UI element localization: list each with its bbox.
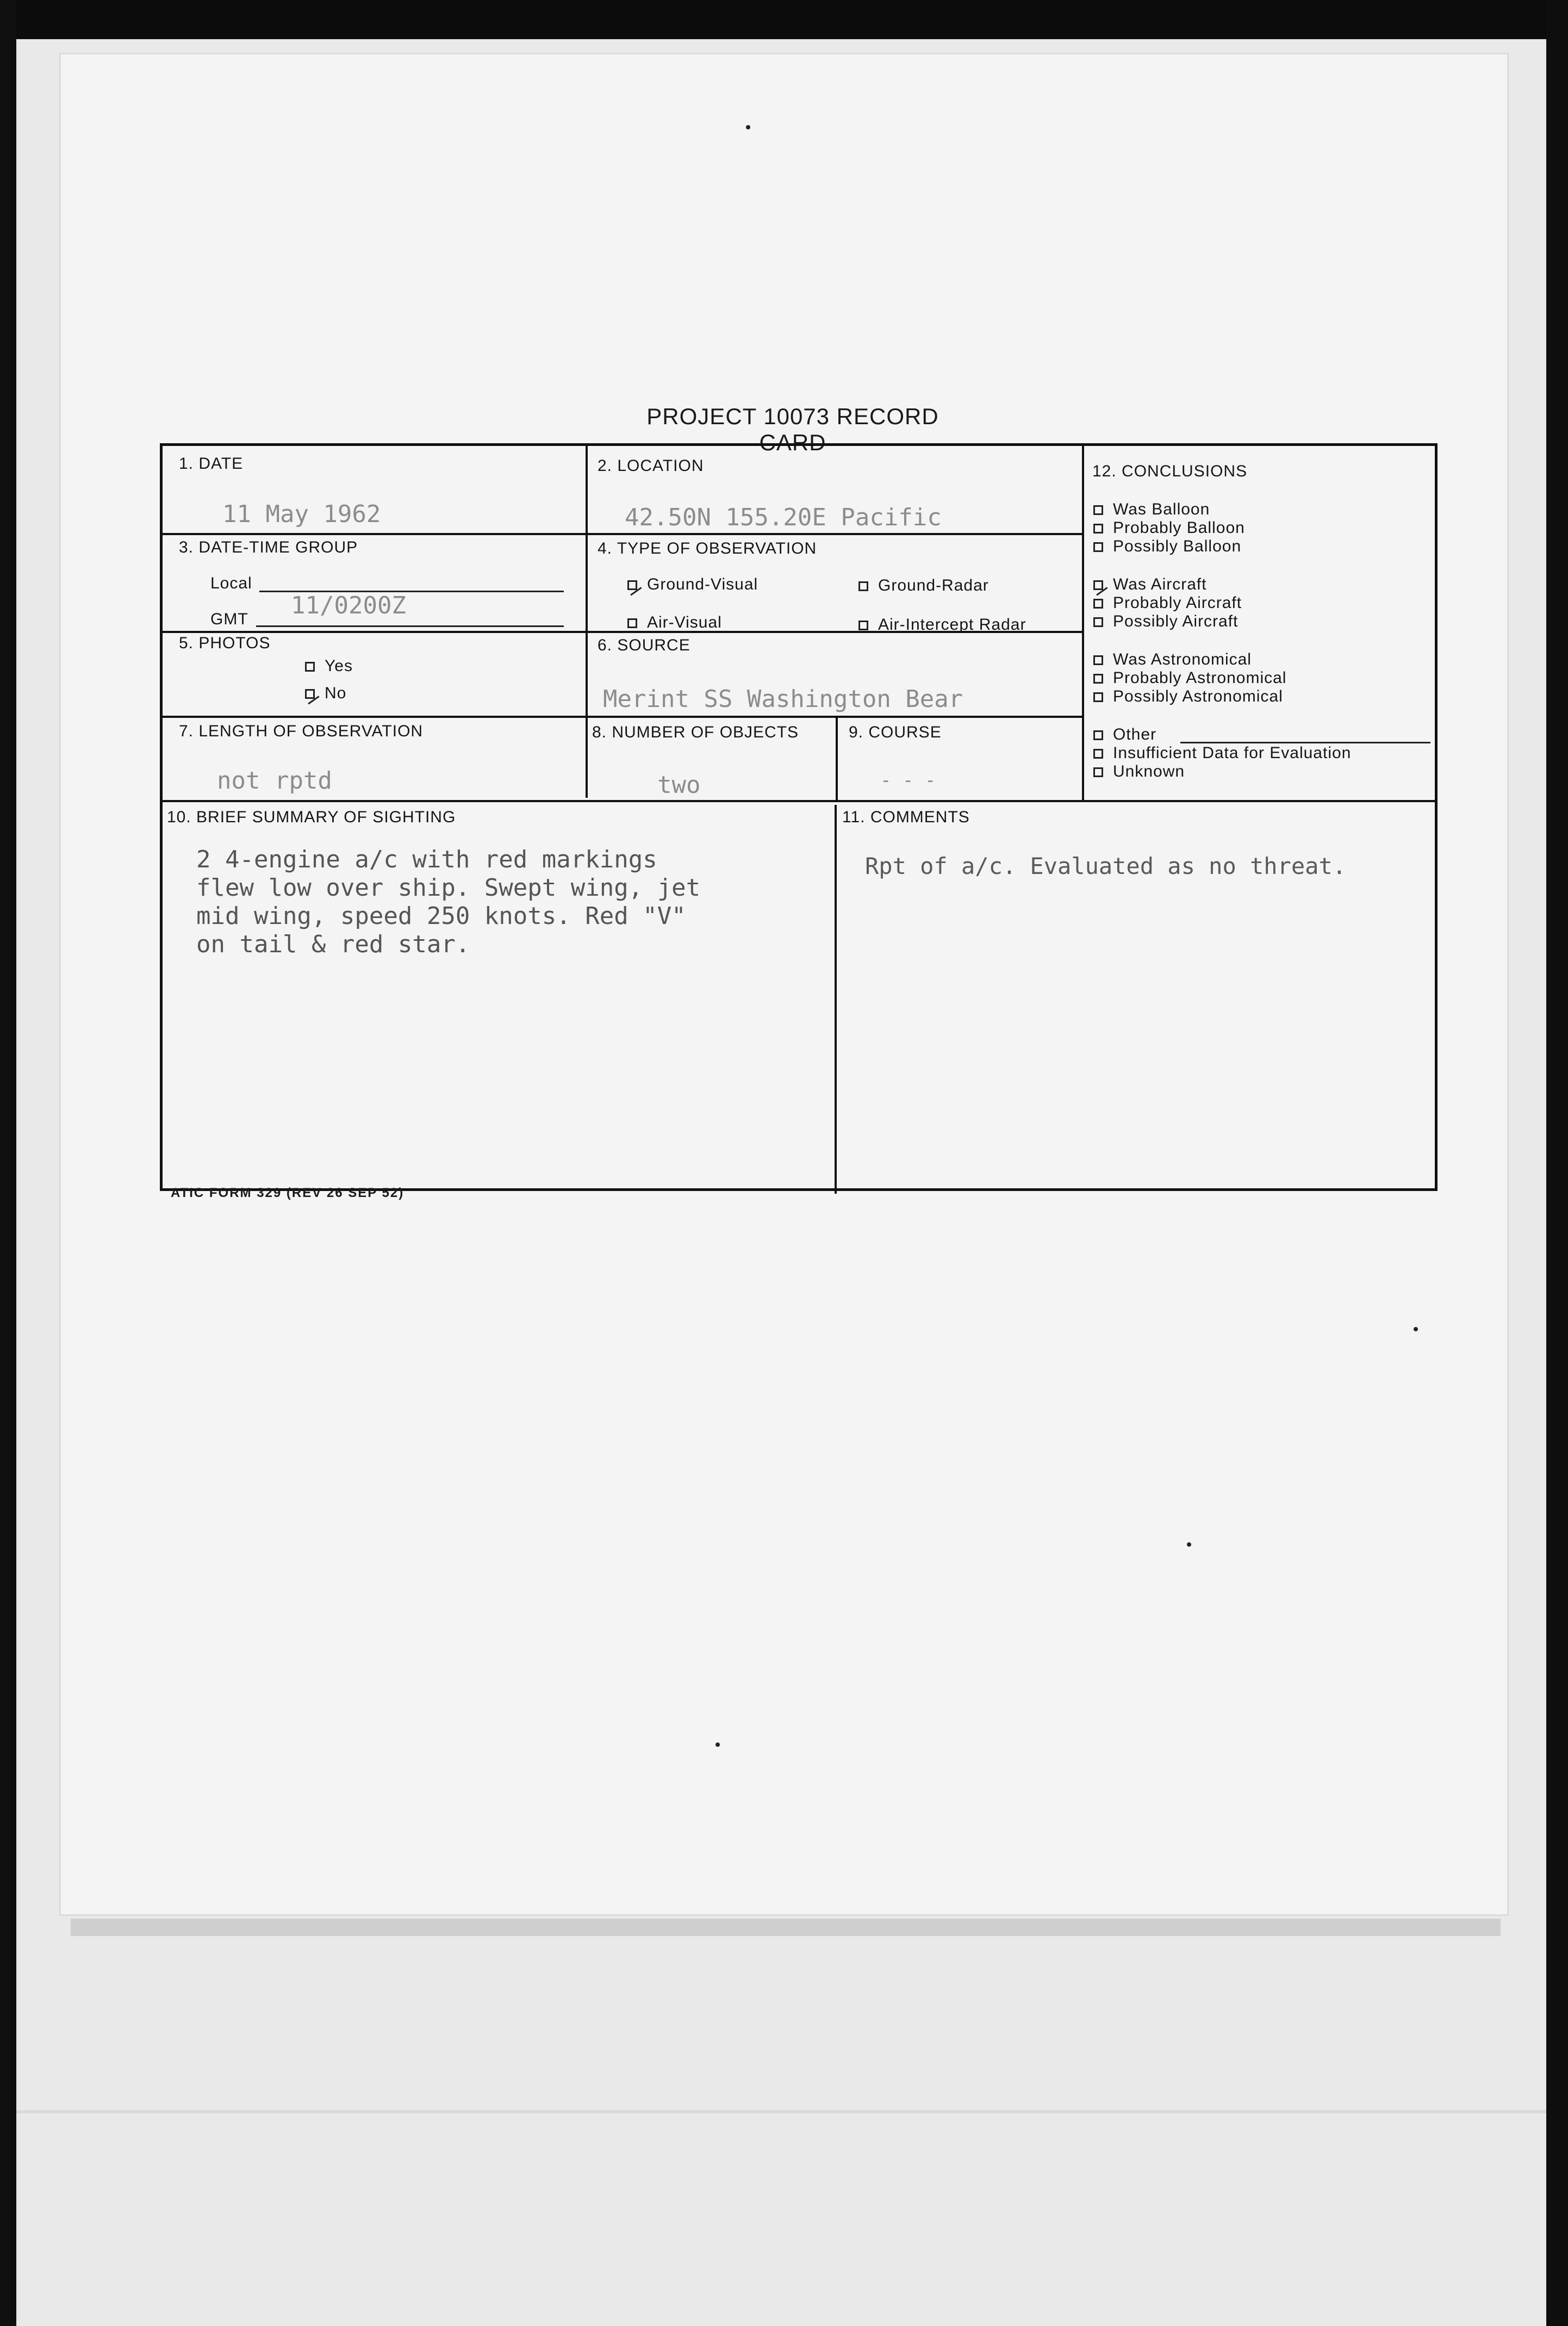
dust-speck	[1187, 1542, 1191, 1547]
comments-label: 11. COMMENTS	[842, 808, 970, 826]
source-label: 6. SOURCE	[598, 636, 690, 654]
dust-speck	[746, 125, 750, 129]
conclusion-unknown: Unknown	[1093, 762, 1185, 781]
divider	[163, 533, 1082, 535]
course-value: - - -	[880, 770, 936, 791]
option-air-intercept-radar: Air-Intercept Radar	[858, 616, 1026, 634]
conclusion-probably-aircraft: Probably Aircraft	[1093, 594, 1242, 612]
course-label: 9. COURSE	[849, 723, 942, 741]
form-identifier: ATIC FORM 329 (REV 26 SEP 52)	[171, 1186, 405, 1200]
card-title: PROJECT 10073 RECORD CARD	[646, 404, 939, 455]
checkbox	[1093, 542, 1103, 552]
checkbox	[1093, 749, 1103, 759]
gmt-underline	[256, 625, 564, 627]
film-edge-top	[0, 0, 1568, 39]
local-label: Local	[210, 574, 252, 592]
conclusion-insufficient-data: Insufficient Data for Evaluation	[1093, 744, 1351, 762]
paper-shadow	[71, 1919, 1501, 1936]
film-edge-left	[0, 0, 16, 2326]
option-ground-radar: Ground-Radar	[858, 576, 989, 595]
film-stripe	[16, 2110, 1546, 2113]
conclusions-list	[1093, 500, 1430, 794]
checkbox	[1093, 767, 1103, 777]
option-air-visual: Air-Visual	[627, 613, 722, 632]
checkbox	[858, 581, 868, 591]
checkbox	[1093, 655, 1103, 665]
record-card	[160, 443, 1438, 1191]
conclusion-probably-balloon: Probably Balloon	[1093, 519, 1245, 537]
conclusion-possibly-aircraft: Possibly Aircraft	[1093, 612, 1238, 631]
film-edge-right	[1546, 0, 1568, 2326]
conclusion-possibly-astronomical: Possibly Astronomical	[1093, 687, 1283, 706]
summary-line: 2 4-engine a/c with red markings	[196, 846, 657, 873]
divider	[163, 716, 1082, 718]
option-ground-visual: Ground-Visual	[627, 575, 758, 594]
checkbox	[1093, 730, 1103, 740]
conclusions-label: 12. CONCLUSIONS	[1092, 462, 1248, 480]
divider	[163, 800, 1438, 802]
checkbox-checked	[305, 689, 315, 699]
option-photos-no: No	[305, 684, 346, 703]
conclusion-was-balloon: Was Balloon	[1093, 500, 1210, 519]
summary-line: mid wing, speed 250 knots. Red "V"	[196, 902, 686, 930]
divider	[836, 718, 838, 802]
objects-label: 8. NUMBER OF OBJECTS	[592, 723, 799, 741]
photos-label: 5. PHOTOS	[179, 634, 271, 652]
date-value: 11 May 1962	[222, 500, 381, 528]
other-underline	[1180, 742, 1430, 743]
source-value: Merint SS Washington Bear	[603, 685, 963, 713]
location-value: 42.50N 155.20E Pacific	[625, 504, 942, 531]
datetime-label: 3. DATE-TIME GROUP	[179, 538, 358, 556]
date-label: 1. DATE	[179, 455, 244, 473]
length-label: 7. LENGTH OF OBSERVATION	[179, 722, 424, 740]
checkbox	[627, 618, 637, 628]
checkbox	[305, 662, 315, 672]
location-label: 2. LOCATION	[598, 457, 704, 475]
gmt-label: GMT	[210, 610, 248, 628]
summary-line: flew low over ship. Swept wing, jet	[196, 874, 701, 902]
conclusion-possibly-balloon: Possibly Balloon	[1093, 537, 1241, 556]
checkbox	[858, 621, 868, 630]
divider	[586, 446, 588, 798]
objects-value: two	[657, 771, 701, 799]
observation-type-label: 4. TYPE OF OBSERVATION	[598, 539, 817, 557]
summary-label: 10. BRIEF SUMMARY OF SIGHTING	[167, 808, 456, 826]
comments-value: Rpt of a/c. Evaluated as no threat.	[865, 853, 1347, 879]
conclusion-was-astronomical: Was Astronomical	[1093, 650, 1252, 669]
checkbox	[1093, 674, 1103, 684]
option-photos-yes: Yes	[305, 657, 353, 675]
checkbox-checked	[627, 580, 637, 590]
conclusion-probably-astronomical: Probably Astronomical	[1093, 669, 1286, 687]
dust-speck	[1414, 1327, 1418, 1331]
summary-text	[196, 846, 700, 959]
checkbox	[1093, 505, 1103, 515]
checkbox-checked	[1093, 580, 1103, 590]
dust-speck	[715, 1742, 720, 1747]
checkbox	[1093, 524, 1103, 534]
summary-line: on tail & red star.	[196, 931, 470, 958]
divider	[835, 805, 837, 1194]
length-value: not rptd	[217, 767, 332, 795]
gmt-value: 11/0200Z	[291, 592, 406, 619]
checkbox	[1093, 692, 1103, 702]
checkbox	[1093, 599, 1103, 609]
checkbox	[1093, 617, 1103, 627]
divider	[1082, 446, 1084, 802]
conclusion-was-aircraft: Was Aircraft	[1093, 575, 1207, 594]
conclusion-other: Other	[1093, 725, 1156, 744]
